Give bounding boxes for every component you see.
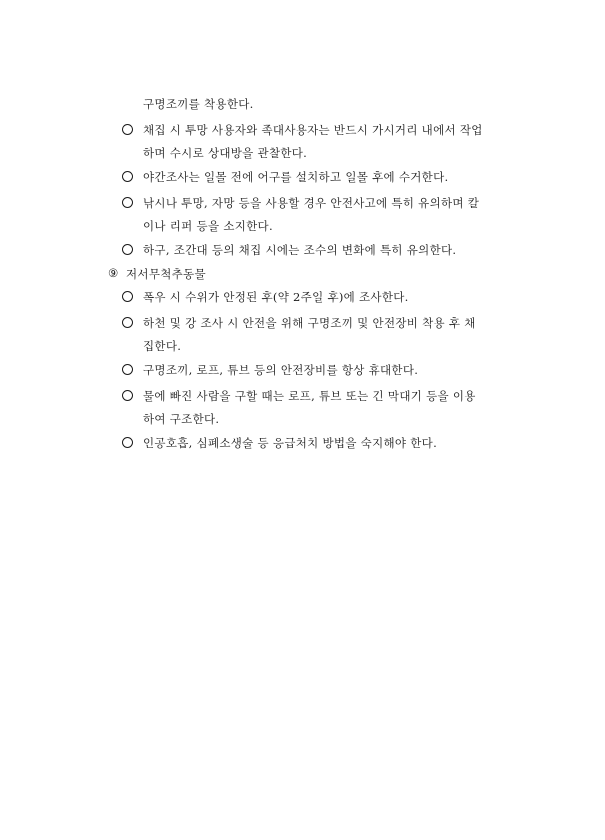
section-title: 저서무척추동물 — [126, 267, 206, 281]
circle-bullet-icon — [122, 197, 133, 208]
bullet-text: 야간조사는 일몰 전에 어구를 설치하고 일몰 후에 수거한다. — [143, 170, 449, 184]
bullet-text: 폭우 시 수위가 안정된 후(약 2주일 후)에 조사한다. — [143, 290, 409, 304]
circle-bullet-icon — [122, 244, 133, 255]
circle-bullet-icon — [122, 124, 133, 135]
circle-bullet-icon — [122, 171, 133, 182]
bullet-text: 하구, 조간대 등의 채집 시에는 조수의 변화에 특히 유의한다. — [143, 243, 457, 257]
circle-bullet-icon — [122, 437, 133, 448]
bullet-text: 하천 및 강 조사 시 안전을 위해 구명조끼 및 안전장비 착용 후 채 — [143, 316, 476, 330]
circle-bullet-icon — [122, 317, 133, 328]
bullet-text-continuation: 하며 수시로 상대방을 관찰한다. — [143, 146, 308, 160]
bullet-text: 물에 빠진 사람을 구할 때는 로프, 튜브 또는 긴 막대기 등을 이용 — [143, 389, 476, 403]
section-number: ⑨ — [108, 266, 119, 280]
continuation-line: 구명조끼를 착용한다. — [143, 97, 254, 111]
bullet-text: 낚시나 투망, 자망 등을 사용할 경우 안전사고에 특히 유의하며 칼 — [143, 196, 480, 210]
bullet-text-continuation: 하여 구조한다. — [143, 412, 220, 426]
bullet-text: 구명조끼, 로프, 튜브 등의 안전장비를 항상 휴대한다. — [143, 363, 419, 377]
circle-bullet-icon — [122, 291, 133, 302]
bullet-text-continuation: 집한다. — [143, 339, 182, 353]
circle-bullet-icon — [122, 390, 133, 401]
bullet-text: 채집 시 투망 사용자와 족대사용자는 반드시 가시거리 내에서 작업 — [143, 123, 483, 137]
bullet-text-continuation: 이나 리퍼 등을 소지한다. — [143, 219, 273, 233]
bullet-text: 인공호흡, 심폐소생술 등 응급처치 방법을 숙지해야 한다. — [143, 436, 438, 450]
circle-bullet-icon — [122, 364, 133, 375]
